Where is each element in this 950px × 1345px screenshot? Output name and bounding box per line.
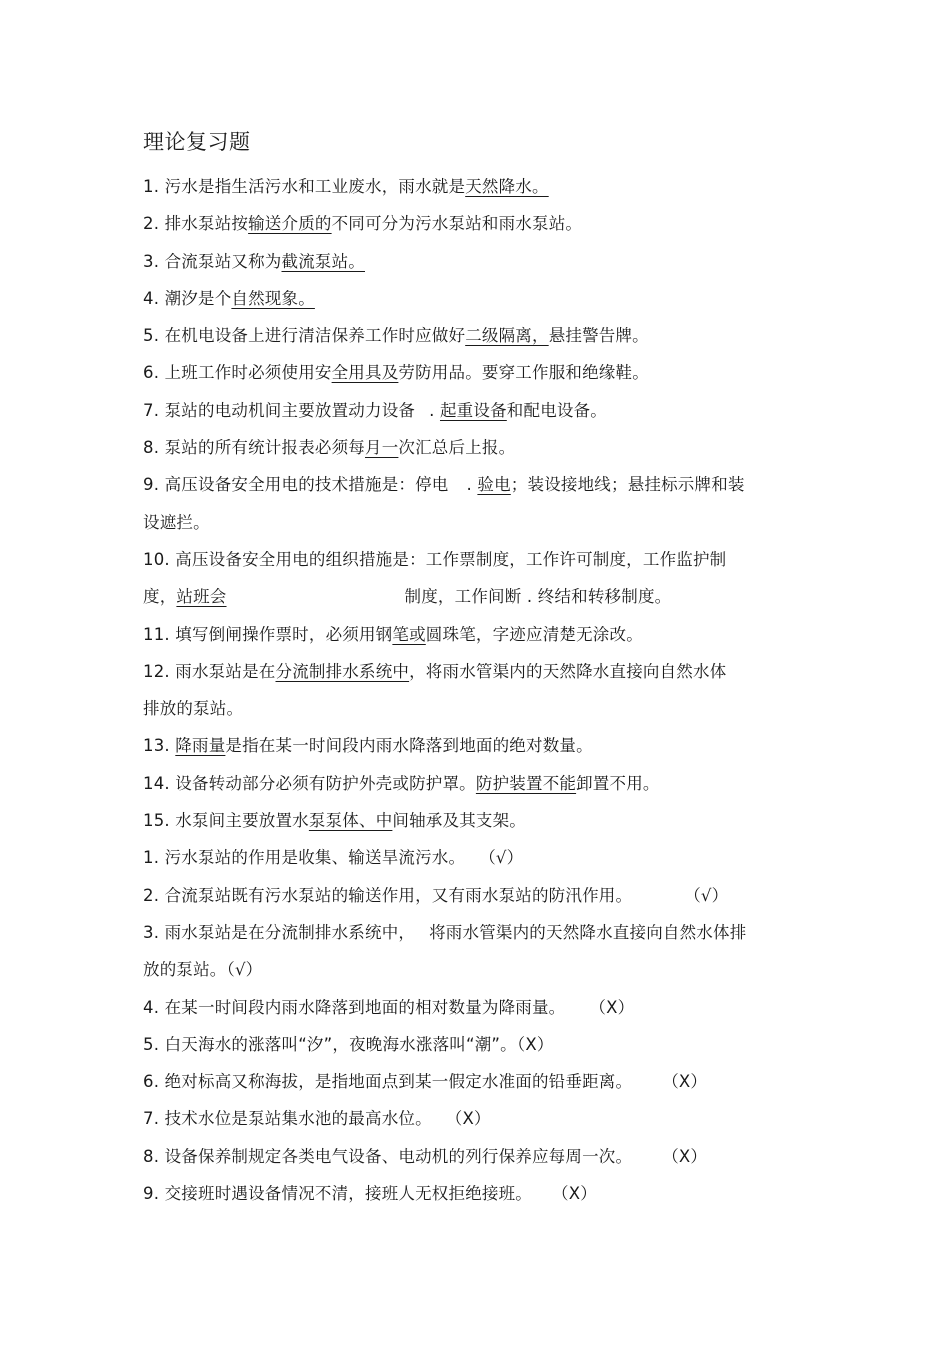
true-false-question-6: 6. 绝对标高又称海拔，是指地面点到某一假定水准面的铅垂距离。 （X） [143,1072,708,1092]
answer-mark: （X） [662,1146,708,1166]
answer-mark: （√） [684,885,729,905]
fill-in-question-10-cont: 度，站班会 制度，工作间断 . 终结和转移制度。 [143,587,672,607]
answer-mark: （X） [589,997,635,1017]
fill-in-question-3: 3. 合流泵站又称为截流泵站。 [143,251,365,271]
true-false-question-8: 8. 设备保养制规定各类电气设备、电动机的列行保养应每周一次。 （X） [143,1146,708,1166]
answer-blank: 泵泵体、中 [308,811,393,831]
answer-mark: （X） [516,1034,554,1054]
answer-blank: 月一 [365,438,399,458]
fill-in-question-13: 13. 降雨量是指在某一时间段内雨水降落到地面的绝对数量。 [143,736,593,756]
fill-in-question-12-cont: 排放的泵站。 [143,699,244,719]
true-false-question-3: 3. 雨水泵站是在分流制排水系统中， 将雨水管渠内的天然降水直接向自然水体排 [143,922,747,942]
fill-in-question-2: 2. 排水泵站按输送介质的不同可分为污水泵站和雨水泵站。 [143,214,583,234]
fill-in-question-9-cont: 设遮拦。 [143,512,210,532]
true-false-question-1: 1. 污水泵站的作用是收集、输送旱流污水。 （√） [143,848,524,868]
true-false-question-9: 9. 交接班时遇设备情况不清，接班人无权拒绝接班。 （X） [143,1184,597,1204]
answer-blank: 验电 [477,475,511,495]
true-false-question-4: 4. 在某一时间段内雨水降落到地面的相对数量为降雨量。 （X） [143,997,635,1017]
fill-in-question-6: 6. 上班工作时必须使用安全用具及劳防用品。要穿工作服和绝缘鞋。 [143,363,649,383]
answer-blank: 站班会 [176,587,227,607]
page-title: 理论复习题 [143,130,251,154]
answer-blank: 天然降水。 [465,177,549,196]
fill-in-question-5: 5. 在机电设备上进行清洁保养工作时应做好二级隔离，悬挂警告牌。 [143,326,649,346]
answer-mark: （X） [662,1072,708,1092]
answer-blank: 降雨量 [175,736,226,756]
fill-in-question-14: 14. 设备转动部分必须有防护外壳或防护罩。防护装置不能卸置不用。 [143,773,660,793]
answer-blank: 起重设备 [439,400,507,420]
answer-mark: （X） [445,1109,491,1129]
answer-blank: 笔或 [392,624,426,644]
true-false-question-5: 5. 白天海水的涨落叫“汐”，夜晚海水涨落叫“潮”。（X） [143,1034,554,1054]
fill-in-question-1: 1. 污水是指生活污水和工业废水，雨水就是天然降水。 [143,177,549,196]
fill-in-question-10: 10. 高压设备安全用电的组织措施是：工作票制度，工作许可制度，工作监护制 [143,549,727,569]
fill-in-question-7: 7. 泵站的电动机间主要放置动力设备 . 起重设备和配电设备。 [143,400,607,420]
fill-in-question-9: 9. 高压设备安全用电的技术措施是：停电 . 验电；装设接地线；悬挂标示牌和装 [143,475,745,495]
fill-in-question-8: 8. 泵站的所有统计报表必须每月一次汇总后上报。 [143,438,516,458]
question-list [143,168,793,1212]
true-false-question-7: 7. 技术水位是泵站集水池的最高水位。 （X） [143,1109,491,1129]
answer-blank: 截流泵站。 [281,251,365,271]
answer-mark: （√） [479,848,524,868]
fill-in-question-15: 15. 水泵间主要放置水泵泵体、中间轴承及其支架。 [143,811,526,831]
true-false-question-3-cont: 放的泵站。（√） [143,960,263,980]
answer-blank: 分流制排水系统中 [275,661,410,681]
true-false-question-2: 2. 合流泵站既有污水泵站的输送作用，又有雨水泵站的防汛作用。 （√） [143,885,729,905]
fill-in-question-11: 11. 填写倒闸操作票时，必须用钢笔或圆珠笔，字迹应清楚无涂改。 [143,624,643,644]
fill-in-question-4: 4. 潮汐是个自然现象。 [143,288,315,308]
answer-blank: 全用具及 [331,363,399,383]
answer-blank: 输送介质的 [248,214,332,234]
answer-blank: 二级隔离， [465,326,549,346]
answer-blank: 自然现象。 [231,288,315,308]
answer-blank: 防护装置不能 [475,773,577,793]
answer-mark: （X） [552,1184,597,1204]
fill-in-question-12: 12. 雨水泵站是在分流制排水系统中，将雨水管渠内的天然降水直接向自然水体 [143,661,727,681]
answer-mark: （√） [226,960,263,980]
